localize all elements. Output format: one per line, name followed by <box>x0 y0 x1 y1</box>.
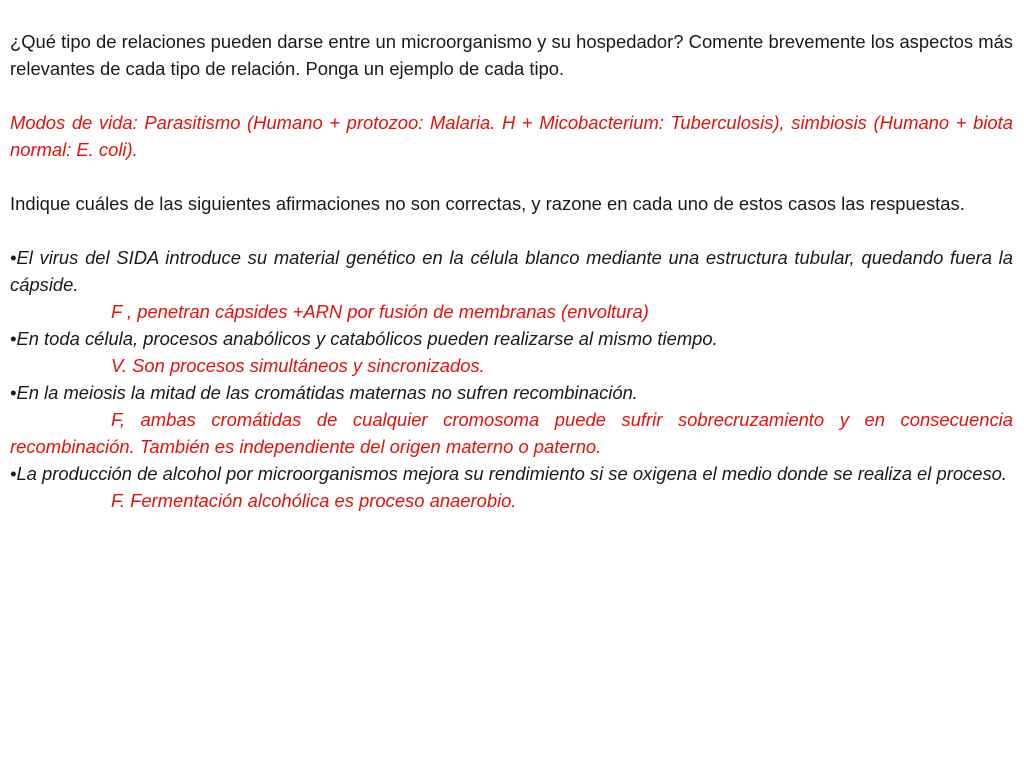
spacer <box>10 217 1013 244</box>
spacer <box>10 82 1013 109</box>
statement-metabolism: •En toda célula, procesos anabólicos y catabólicos pueden realizarse al mismo tiempo. <box>10 328 718 349</box>
statement-sida: •El virus del SIDA introduce su material genético en la célula blanco mediante una estructura tubular, quedando fuera la cápside. <box>10 247 1013 295</box>
question-relations: ¿Qué tipo de relaciones pueden darse entre un microorganismo y su hospedador? Comente brevemente los aspectos más relevantes de cada tipo de relación. Ponga un ejemplo de cada tipo. <box>10 31 1013 79</box>
answer-relations: Modos de vida: Parasitismo (Humano + protozoo: Malaria. H + Micobacterium: Tuberculosis), simbiosis (Humano + biota normal: E. coli). <box>10 112 1013 160</box>
statement-alcohol: •La producción de alcohol por microorganismos mejora su rendimiento si se oxigena el medio donde se realiza el proceso. <box>10 463 1008 484</box>
slide-content <box>10 28 1013 514</box>
answer-meiosis: F, ambas cromátidas de cualquier cromosoma puede sufrir sobrecruzamiento y en consecuencia recombinación. También es independiente del origen materno o paterno. <box>10 409 1013 457</box>
answer-metabolism: V. Son procesos simultáneos y sincronizados. <box>111 355 485 376</box>
question-statements: Indique cuáles de las siguientes afirmaciones no son correctas, y razone en cada uno de estos casos las respuestas. <box>10 193 965 214</box>
answer-sida: F , penetran cápsides +ARN por fusión de membranas (envoltura) <box>111 301 649 322</box>
spacer <box>10 163 1013 190</box>
answer-alcohol: F. Fermentación alcohólica es proceso anaerobio. <box>111 490 517 511</box>
statement-meiosis: •En la meiosis la mitad de las cromátidas maternas no sufren recombinación. <box>10 382 638 403</box>
